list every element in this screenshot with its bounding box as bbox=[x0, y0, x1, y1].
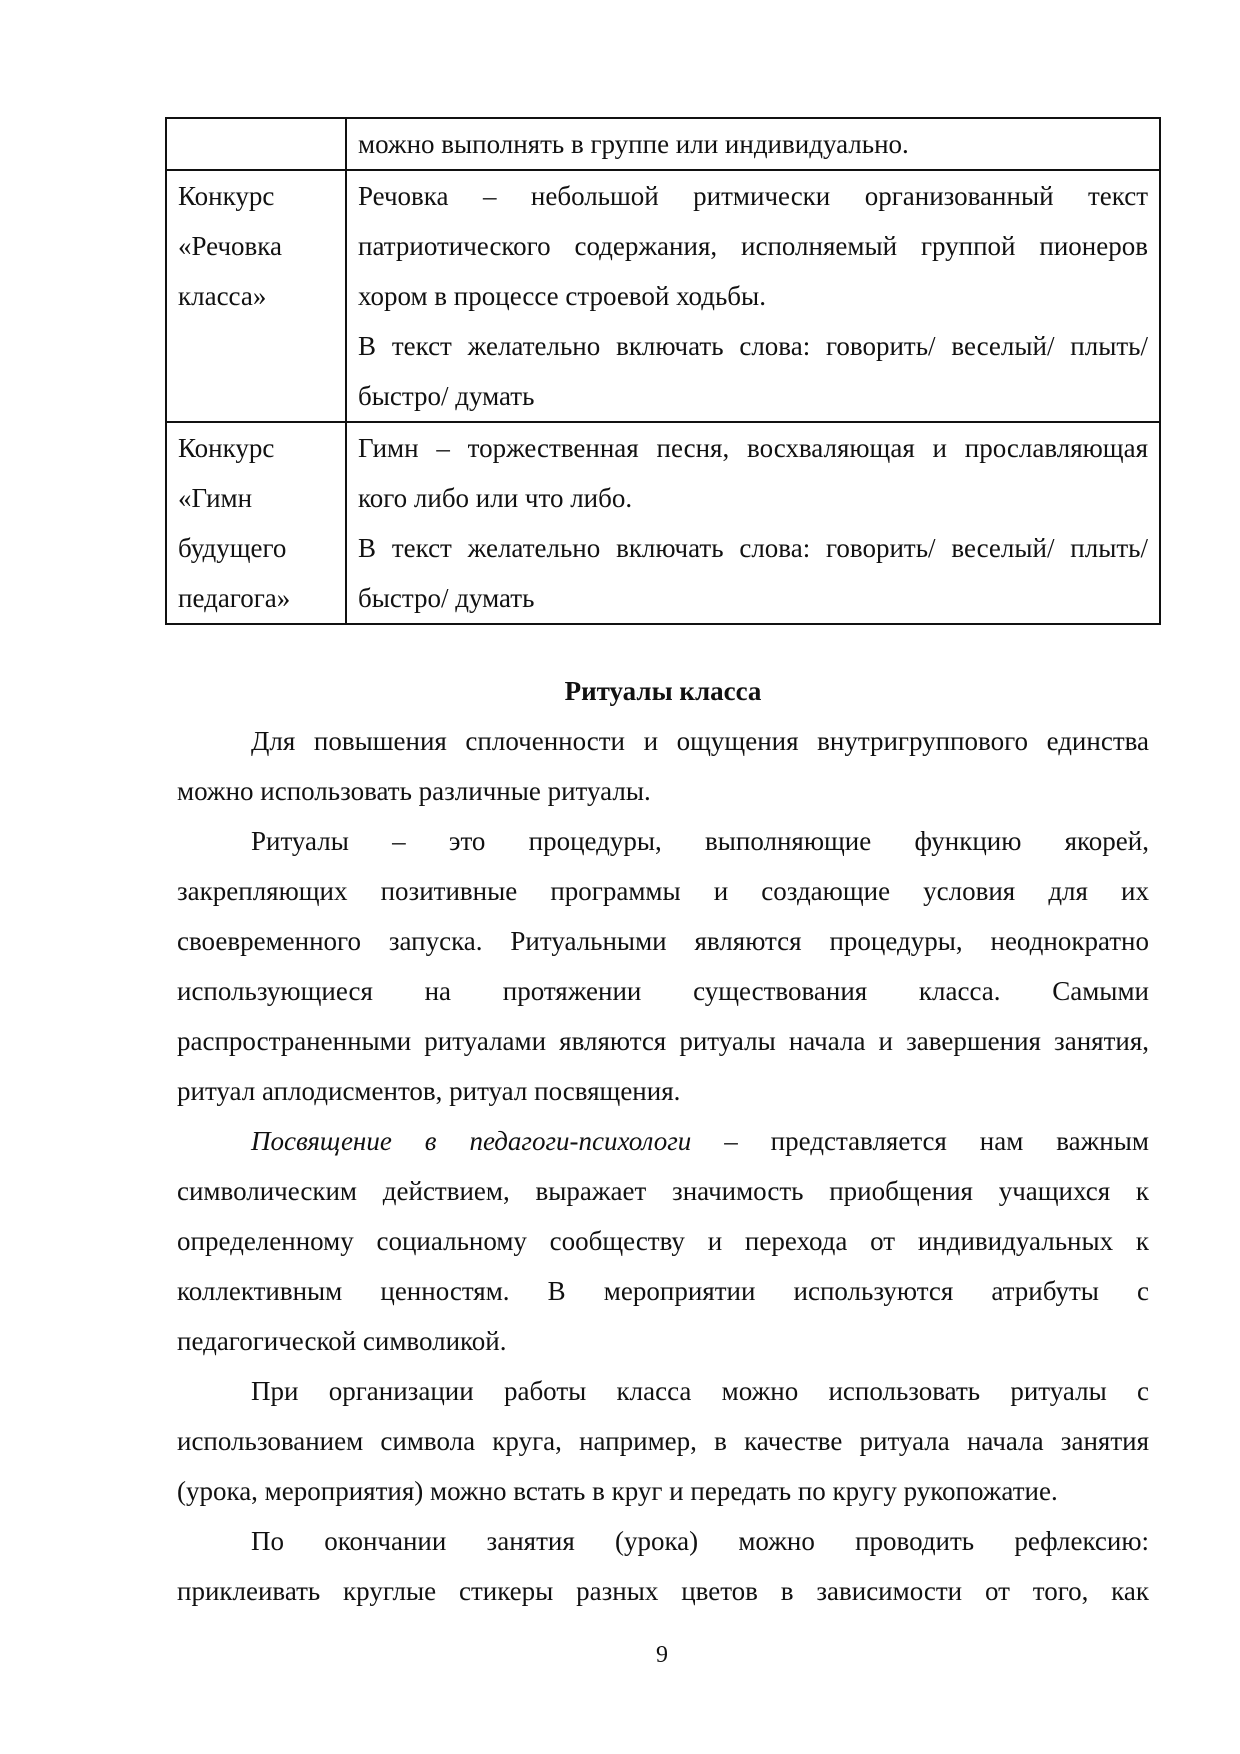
table-cell-description bbox=[346, 118, 1160, 170]
cell-text-line: можно выполнять в группе или индивидуально. bbox=[358, 129, 909, 159]
cell-text-line: быстро/ думать bbox=[358, 583, 535, 613]
text-line: По окончании занятия (урока) можно проводить рефлексию: bbox=[251, 1526, 1149, 1556]
text-line: символическим действием, выражает значимость приобщения учащихся к bbox=[177, 1176, 1149, 1206]
text-line: можно использовать различные ритуалы. bbox=[177, 776, 651, 806]
table-row bbox=[166, 170, 1160, 422]
italic-term: Посвящение в педагоги-психологи bbox=[251, 1126, 692, 1156]
table-row bbox=[166, 118, 1160, 170]
paragraph bbox=[177, 816, 1149, 1116]
text-line: ритуал аплодисментов, ритуал посвящения. bbox=[177, 1076, 681, 1106]
cell-text-line: патриотического содержания, исполняемый группой пионеров bbox=[358, 231, 1148, 261]
text-line: закрепляющих позитивные программы и создающие условия для их bbox=[177, 876, 1149, 906]
paragraph bbox=[177, 1366, 1149, 1516]
text-line: распространенными ритуалами являются ритуалы начала и завершения занятия, bbox=[177, 1026, 1149, 1056]
text-line: (урока, мероприятия) можно встать в круг и передать по кругу рукопожатие. bbox=[177, 1476, 1058, 1506]
text-line: При организации работы класса можно использовать ритуалы с bbox=[251, 1376, 1149, 1406]
text-line: использованием символа круга, например, в качестве ритуала начала занятия bbox=[177, 1426, 1149, 1456]
body-text bbox=[177, 716, 1149, 1616]
cell-text-line: быстро/ думать bbox=[358, 381, 535, 411]
table-cell-title bbox=[166, 422, 346, 624]
paragraph bbox=[177, 1516, 1149, 1616]
cell-text-line: Гимн – торжественная песня, восхваляющая и прославляющая bbox=[358, 433, 1148, 463]
text-line: педагогической символикой. bbox=[177, 1326, 507, 1356]
text-line: Для повышения сплоченности и ощущения внутригруппового единства bbox=[251, 726, 1149, 756]
table-cell-description bbox=[346, 170, 1160, 422]
cell-text-line: кого либо или что либо. bbox=[358, 483, 633, 513]
competition-table bbox=[165, 117, 1161, 625]
text-line: определенному социальному сообществу и перехода от индивидуальных к bbox=[177, 1226, 1149, 1256]
cell-text-line: В текст желательно включать слова: говорить/ веселый/ плыть/ bbox=[358, 331, 1148, 361]
text-fragment: – представляется нам важным bbox=[691, 1126, 1149, 1156]
table-cell-description bbox=[346, 422, 1160, 624]
paragraph bbox=[177, 1116, 1149, 1366]
cell-text-line: будущего bbox=[178, 533, 287, 563]
text-line: своевременного запуска. Ритуальными являются процедуры, неоднократно bbox=[177, 926, 1149, 956]
cell-text-line: педагога» bbox=[178, 583, 291, 613]
section-heading: Ритуалы класса bbox=[564, 676, 762, 706]
cell-text-line: класса» bbox=[178, 281, 267, 311]
cell-text-line: Речовка – небольшой ритмически организованный текст bbox=[358, 181, 1148, 211]
text-line bbox=[177, 1116, 1149, 1166]
text-line: Ритуалы – это процедуры, выполняющие функцию якорей, bbox=[251, 826, 1149, 856]
page-number: 9 bbox=[656, 1642, 668, 1668]
cell-text-line: В текст желательно включать слова: говорить/ веселый/ плыть/ bbox=[358, 533, 1148, 563]
cell-text-line: «Гимн bbox=[178, 483, 253, 513]
text-line: использующиеся на протяжении существования класса. Самыми bbox=[177, 976, 1149, 1006]
table-cell-title bbox=[166, 170, 346, 422]
cell-text-line: Конкурс bbox=[178, 181, 275, 211]
cell-text-line: Конкурс bbox=[178, 433, 275, 463]
cell-text-line: хором в процессе строевой ходьбы. bbox=[358, 281, 766, 311]
text-line: приклеивать круглые стикеры разных цветов в зависимости от того, как bbox=[177, 1576, 1149, 1606]
table-cell-title bbox=[166, 118, 346, 170]
cell-text-line: «Речовка bbox=[178, 231, 282, 261]
paragraph bbox=[177, 716, 1149, 816]
table-row bbox=[166, 422, 1160, 624]
text-line: коллективным ценностям. В мероприятии используются атрибуты с bbox=[177, 1276, 1149, 1306]
